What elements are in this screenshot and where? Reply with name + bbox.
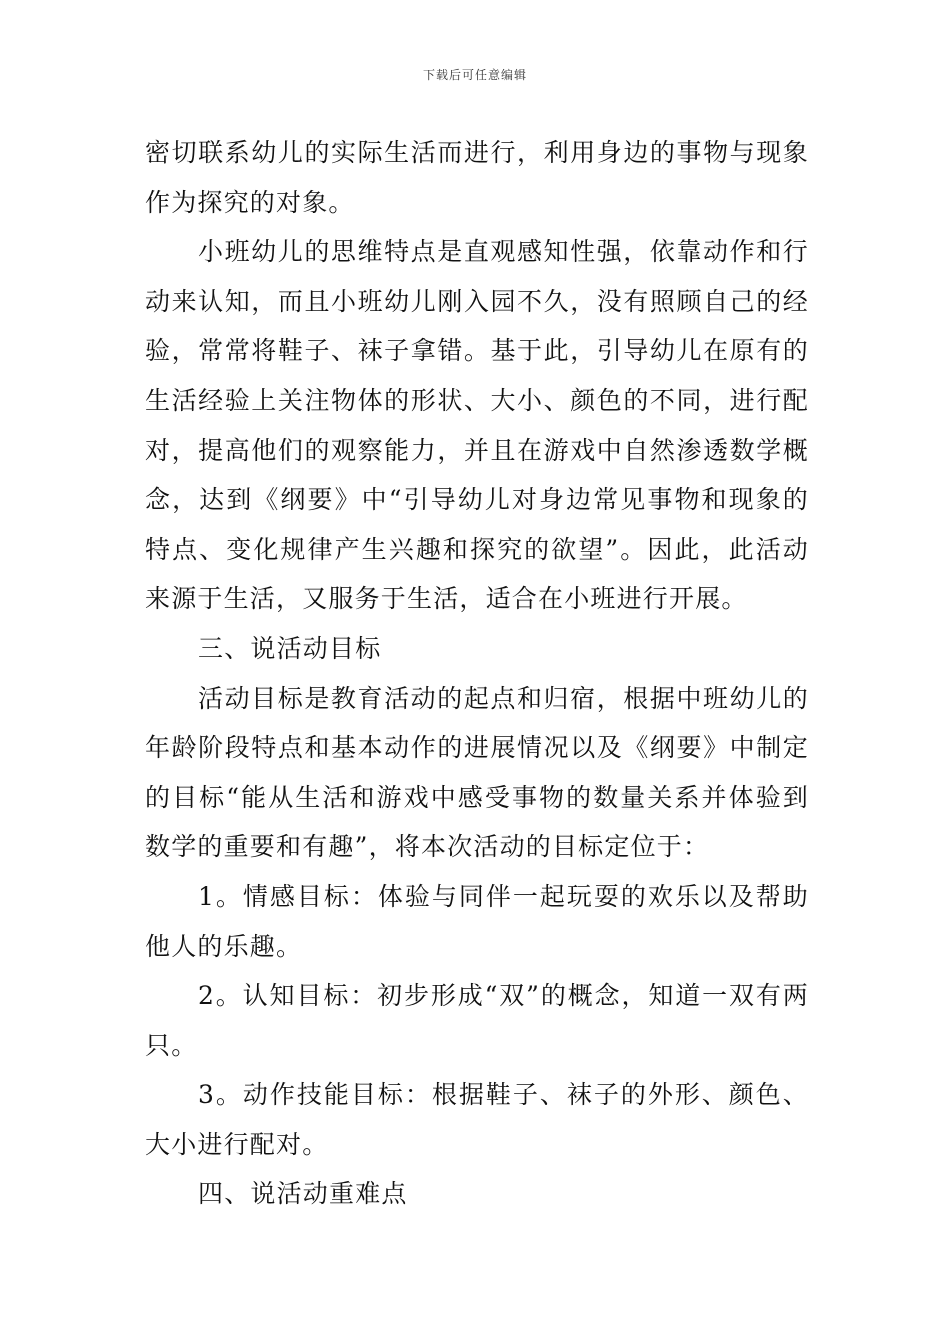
paragraph-continuation: 密切联系幼儿的实际生活而进行，利用身边的事物与现象作为探究的对象。 — [145, 138, 809, 217]
document-body — [145, 128, 809, 1219]
paragraph-goals-intro: 活动目标是教育活动的起点和归宿，根据中班幼儿的年龄阶段特点和基本动作的进展情况以及《纲要》中制定的目标“能从生活和游戏中感受事物的数量关系并体验到数学的重要和有趣”，将本次活动的目标定位于： — [145, 683, 809, 862]
paragraph-thinking-characteristics: 小班幼儿的思维特点是直观感知性强，依靠动作和行动来认知，而且小班幼儿刚入园不久，没有照顾自己的经验，常常将鞋子、袜子拿错。基于此，引导幼儿在原有的生活经验上关注物体的形状、大小、颜色的不同，进行配对，提高他们的观察能力，并且在游戏中自然渗透数学概念，达到《纲要》中“引导幼儿对身边常见事物和现象的特点、变化规律产生兴趣和探究的欲望”。因此，此活动来源于生活，又服务于生活，适合在小班进行开展。 — [145, 237, 809, 614]
list-item-motor-skill-goal: 3。动作技能目标：根据鞋子、袜子的外形、颜色、大小进行配对。 — [145, 1080, 809, 1159]
list-item-emotional-goal: 1。情感目标：体验与同伴一起玩耍的欢乐以及帮助他人的乐趣。 — [145, 881, 809, 961]
section-heading-activity-goals: 三、说活动目标 — [198, 633, 382, 663]
list-item-cognitive-goal: 2。认知目标：初步形成“双”的概念，知道一双有两只。 — [145, 981, 809, 1060]
page-header: 下载后可任意编辑 — [422, 68, 527, 82]
section-heading-key-difficulties: 四、说活动重难点 — [198, 1179, 408, 1209]
